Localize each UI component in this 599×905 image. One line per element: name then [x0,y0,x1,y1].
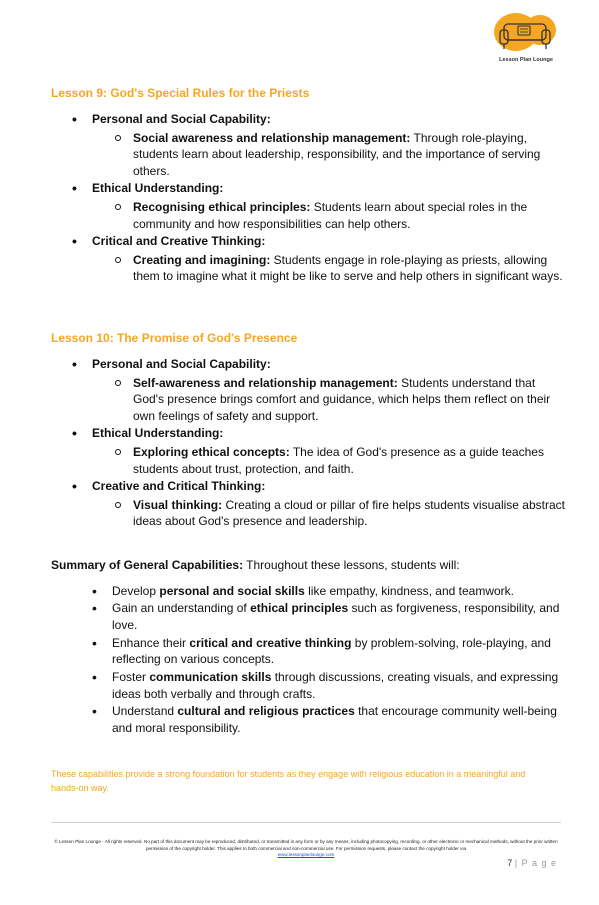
website-link[interactable]: www.lessonplanlounge.com [277,852,335,857]
hollow-bullet-icon [115,449,121,455]
sub-list-item: Social awareness and relationship management: Through role-playing, students learn about leadership, responsibility, and the importance of serving others. [133,130,567,180]
sub-list-item: Self-awareness and relationship management: Students understand that God's presence brings comfort and guidance, which helps them reflect on their own feelings of safety and support. [133,375,567,425]
footer-divider [51,822,561,823]
lesson-10-capabilities-list [72,356,567,531]
list-item: • Understand cultural and religious practices that encourage community well-being and moral responsibility. [92,703,562,737]
lesson-9-capabilities-list [72,111,567,286]
list-item: • Enhance their critical and creative thinking by problem-solving, role-playing, and reflecting on various concepts. [92,635,562,669]
list-item: • Foster communication skills through discussions, creating visuals, and expressing ideas both verbally and through crafts. [92,669,562,703]
list-item: • Ethical Understanding: [72,180,567,197]
list-item: • Develop personal and social skills like empathy, kindness, and teamwork. [92,583,562,600]
list-item: • Personal and Social Capability: [72,111,567,128]
list-item: • Gain an understanding of ethical principles such as forgiveness, responsibility, and love. [92,600,562,634]
summary-heading: Summary of General Capabilities: Throughout these lessons, students will: [51,558,460,572]
logo-label: Lesson Plan Lounge [499,57,553,63]
hollow-bullet-icon [115,204,121,210]
hollow-bullet-icon [115,502,121,508]
sub-list-item: Visual thinking: Creating a cloud or pillar of fire helps students visualise abstract ideas about God's presence and leadership. [133,497,567,530]
sub-list-item: Exploring ethical concepts: The idea of God's presence as a guide teaches students about trust, protection, and faith. [133,444,567,477]
list-item: • Creative and Critical Thinking: [72,478,567,495]
summary-list [92,583,562,737]
hollow-bullet-icon [115,135,121,141]
closing-note: These capabilities provide a strong foundation for students as they engage with religious education in a meaningful and hands-on way. [51,769,526,793]
hollow-bullet-icon [115,257,121,263]
sub-list-item: Recognising ethical principles: Students learn about special roles in the community and how responsibilities can help others. [133,199,567,232]
page-number: 7 | P a g e [507,858,557,868]
list-item: • Personal and Social Capability: [72,356,567,373]
copyright-notice: © Lesson Plan Lounge - All rights reserved. No part of this document may be reproduced, distributed, or transmitted in any form or by any means, including photocopying, recording, or other electronic or mechanical methods, without the prior written permission of the copyright holder. This applies to both commercial and non-commercial use. For permission requests, please contact the copyright holder via www.lessonplanlounge.com [54,839,558,857]
list-item: • Critical and Creative Thinking: [72,233,567,250]
lesson-10-title: Lesson 10: The Promise of God's Presence [51,331,298,345]
list-item: • Ethical Understanding: [72,425,567,442]
sub-list-item: Creating and imagining: Students engage in role-playing as priests, allowing them to imagine what it might be like to serve and help others in significant ways. [133,252,567,285]
lesson-9-title: Lesson 9: God's Special Rules for the Priests [51,86,310,100]
hollow-bullet-icon [115,380,121,386]
